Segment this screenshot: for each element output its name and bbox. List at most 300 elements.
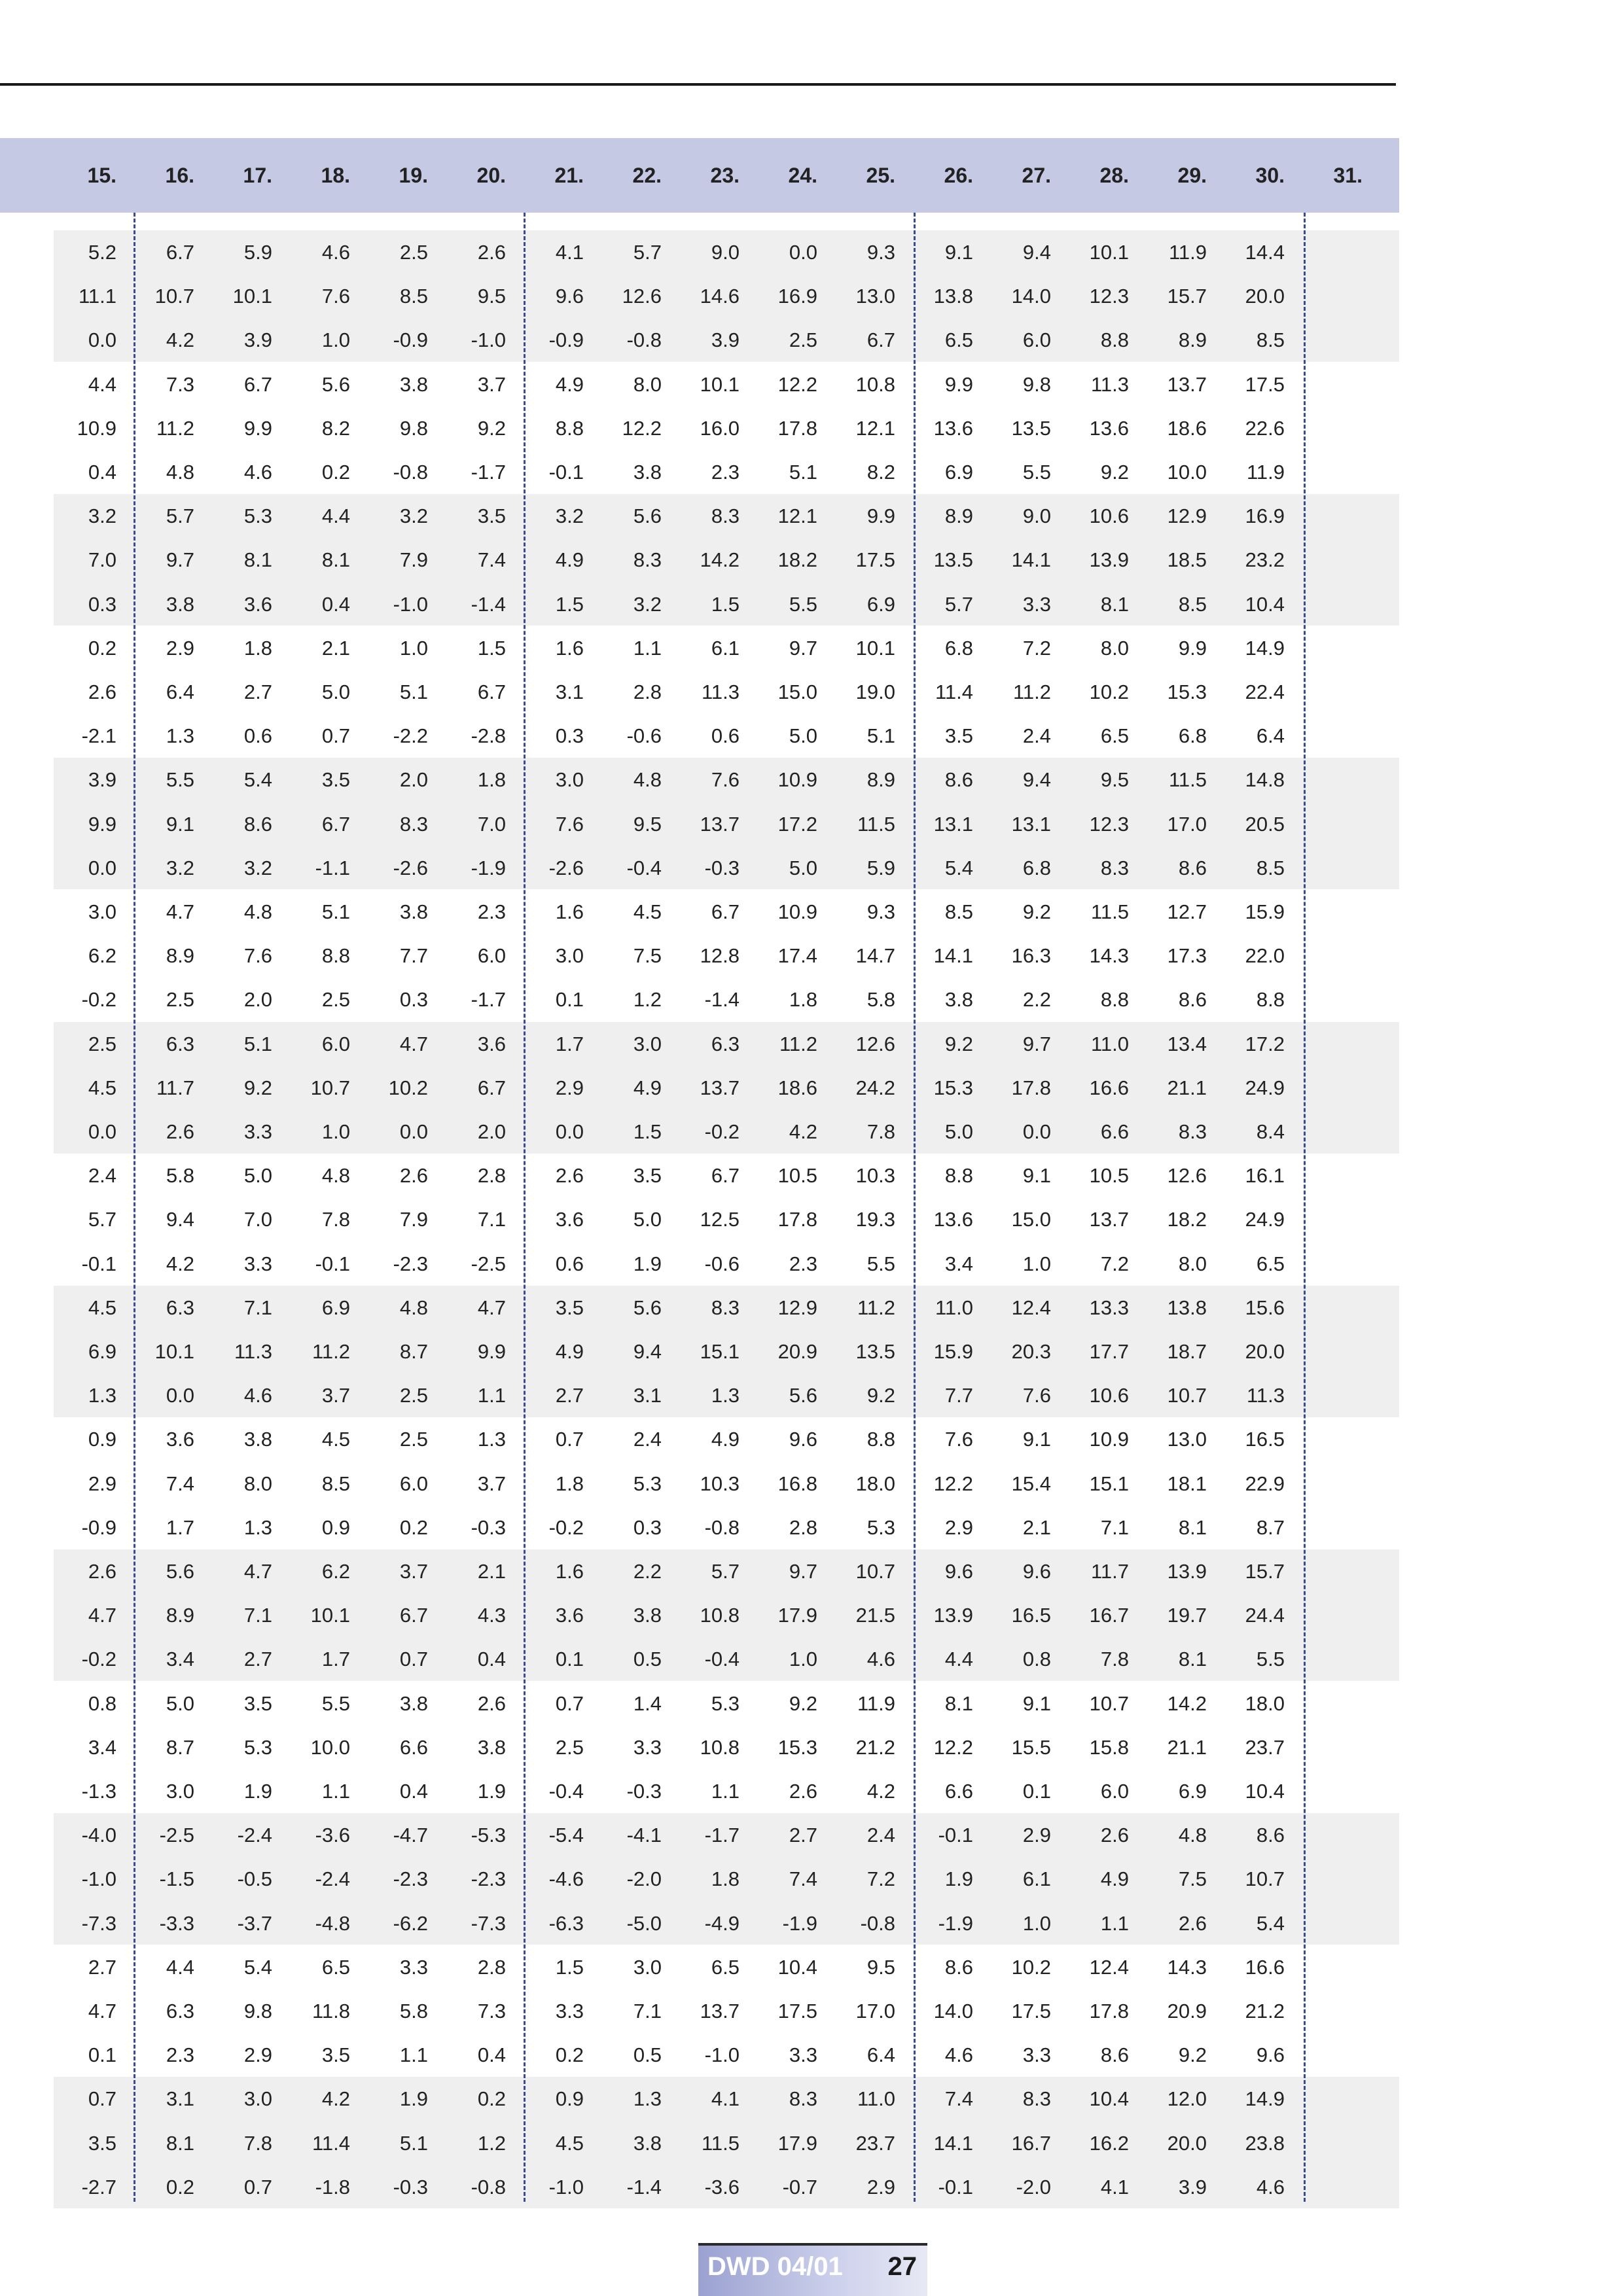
table-cell: 6.5 [1256, 1252, 1285, 1275]
column-separator [524, 213, 526, 2202]
table-cell: -0.2 [704, 1120, 740, 1143]
table-cell: 3.6 [477, 1032, 506, 1055]
table-cell: 12.2 [777, 372, 817, 396]
table-cell: 2.7 [88, 1955, 116, 1979]
table-cell: 15.7 [1167, 285, 1207, 308]
table-cell: 7.2 [866, 1867, 895, 1891]
table-cell: 10.9 [1089, 1428, 1129, 1451]
table-cell: 7.4 [944, 2087, 973, 2111]
table-cell: 3.0 [633, 1032, 662, 1055]
table-cell: 1.5 [477, 636, 506, 660]
table-cell: 4.6 [243, 461, 272, 484]
table-cell: -4.7 [393, 1824, 428, 1847]
table-cell: 11.8 [312, 2000, 350, 2022]
table-cell: -4.9 [704, 1911, 740, 1935]
table-cell: 11.1 [78, 285, 116, 308]
table-cell: 8.6 [944, 768, 973, 792]
table-cell: 21.2 [1245, 2000, 1285, 2022]
table-cell: 5.5 [321, 1691, 350, 1715]
table-cell: 2.1 [477, 1560, 506, 1583]
table-cell: 8.6 [1100, 2043, 1129, 2067]
table-cell: 10.1 [1089, 241, 1129, 264]
table-cell: -1.0 [471, 328, 506, 352]
table-cell: 2.9 [866, 2175, 895, 2199]
table-cell: 6.7 [166, 241, 194, 264]
table-cell: 8.5 [1256, 856, 1285, 879]
table-cell: 4.5 [633, 900, 662, 923]
table-cell: 4.8 [166, 461, 194, 484]
table-cell: -7.3 [81, 1911, 116, 1935]
table-cell: 11.0 [857, 2087, 895, 2111]
table-cell: -1.0 [81, 1867, 116, 1891]
table-cell: 15.8 [1089, 1735, 1129, 1759]
table-cell: 15.3 [777, 1735, 817, 1759]
table-cell: 7.7 [399, 944, 428, 968]
table-cell: 6.1 [711, 636, 740, 660]
table-cell: 4.7 [88, 1604, 116, 1627]
table-cell: 7.4 [477, 548, 506, 572]
table-cell: 5.9 [243, 241, 272, 264]
table-cell: -0.8 [393, 461, 428, 484]
table-cell: 7.3 [166, 372, 194, 396]
table-cell: -1.9 [471, 856, 506, 879]
table-cell: 12.5 [700, 1208, 740, 1231]
table-cell: -0.3 [471, 1515, 506, 1539]
table-cell: 3.8 [633, 461, 662, 484]
table-cell: 1.3 [711, 1384, 740, 1407]
table-cell: 7.0 [88, 548, 116, 572]
table-cell: -0.2 [81, 1648, 116, 1671]
table-cell: 2.6 [166, 1120, 194, 1143]
table-cell: 9.7 [789, 636, 817, 660]
table-cell: 9.5 [633, 812, 662, 836]
table-cell: 8.5 [399, 285, 428, 308]
table-cell: 3.2 [399, 504, 428, 528]
table-cell: -1.9 [938, 1911, 973, 1935]
table-cell: 0.9 [555, 2087, 584, 2111]
table-cell: 10.7 [1245, 1867, 1285, 1891]
table-cell: 3.5 [633, 1164, 662, 1188]
table-cell: 3.0 [555, 768, 584, 792]
table-cell: 14.9 [1245, 636, 1285, 660]
table-cell: 2.6 [399, 1164, 428, 1188]
table-cell: 5.7 [711, 1560, 740, 1583]
table-cell: 5.7 [166, 504, 194, 528]
table-cell: 7.2 [1100, 1252, 1129, 1275]
table-cell: 6.8 [944, 636, 973, 660]
table-cell: 8.6 [1178, 856, 1207, 879]
table-cell: 2.5 [399, 241, 428, 264]
table-cell: 4.8 [399, 1296, 428, 1319]
table-cell: 4.7 [243, 1560, 272, 1583]
table-cell: 17.8 [777, 416, 817, 440]
table-cell: -1.3 [81, 1780, 116, 1803]
table-cell: 5.1 [789, 461, 817, 484]
table-cell: 17.5 [855, 548, 895, 572]
table-cell: -2.4 [315, 1867, 350, 1891]
table-cell: 2.3 [789, 1252, 817, 1275]
table-cell: 13.6 [1089, 416, 1129, 440]
table-cell: 0.2 [477, 2087, 506, 2111]
table-cell: 12.6 [855, 1032, 895, 1055]
table-cell: 16.9 [1245, 504, 1285, 528]
table-cell: 3.0 [633, 1955, 662, 1979]
table-cell: 3.1 [166, 2087, 194, 2111]
table-cell: 3.9 [1178, 2175, 1207, 2199]
table-cell: 8.3 [1100, 856, 1129, 879]
table-cell: 4.9 [555, 1340, 584, 1363]
table-cell: 22.9 [1245, 1472, 1285, 1495]
table-cell: 0.7 [321, 724, 350, 748]
table-cell: 16.6 [1245, 1955, 1285, 1979]
table-cell: 4.5 [88, 1076, 116, 1099]
table-cell: -5.4 [548, 1824, 584, 1847]
table-cell: 15.9 [933, 1340, 973, 1363]
table-cell: 10.1 [154, 1340, 194, 1363]
table-cell: 11.2 [1012, 680, 1051, 703]
table-cell: 11.4 [935, 680, 973, 703]
table-cell: -6.3 [548, 1911, 584, 1935]
publication-code: DWD 04/01 [707, 2252, 843, 2281]
table-cell: 24.9 [1245, 1208, 1285, 1231]
table-cell: 2.6 [1100, 1824, 1129, 1847]
table-cell: 17.9 [777, 2131, 817, 2155]
table-cell: 2.5 [789, 328, 817, 352]
column-separator [914, 213, 916, 2202]
table-cell: 8.9 [166, 1604, 194, 1627]
table-cell: 17.8 [1089, 2000, 1129, 2022]
table-cell: 9.7 [789, 1560, 817, 1583]
table-cell: 6.5 [711, 1955, 740, 1979]
table-cell: 7.6 [1022, 1384, 1051, 1407]
table-cell: 12.3 [1089, 285, 1129, 308]
table-cell: 1.1 [321, 1780, 350, 1803]
table-cell: 1.9 [399, 2087, 428, 2111]
table-cell: 11.5 [1090, 900, 1129, 923]
table-cell: 0.5 [633, 1648, 662, 1671]
table-cell: -4.1 [626, 1824, 662, 1847]
table-cell: 7.1 [243, 1604, 272, 1627]
table-cell: 8.9 [866, 768, 895, 792]
table-cell: 4.7 [166, 900, 194, 923]
day-header: 24. [788, 164, 817, 187]
table-cell: 3.7 [321, 1384, 350, 1407]
table-cell: 5.1 [866, 724, 895, 748]
table-cell: 3.8 [944, 988, 973, 1012]
table-cell: 0.2 [88, 636, 116, 660]
table-cell: 20.9 [777, 1340, 817, 1363]
table-cell: -0.5 [237, 1867, 272, 1891]
table-cell: 13.8 [1167, 1296, 1207, 1319]
table-cell: 0.2 [321, 461, 350, 484]
table-cell: 16.0 [700, 416, 740, 440]
table-cell: 6.9 [944, 461, 973, 484]
table-cell: 0.8 [88, 1691, 116, 1715]
table-cell: 0.0 [789, 241, 817, 264]
table-cell: 3.4 [166, 1648, 194, 1671]
table-cell: 6.7 [399, 1604, 428, 1627]
table-cell: 10.3 [700, 1472, 740, 1495]
table-cell: 11.0 [935, 1296, 973, 1319]
table-cell: 6.5 [944, 328, 973, 352]
table-cell: 6.7 [321, 812, 350, 836]
table-cell: 1.6 [555, 1560, 584, 1583]
table-cell: 10.4 [777, 1955, 817, 1979]
table-cell: 8.0 [633, 372, 662, 396]
table-cell: -2.5 [471, 1252, 506, 1275]
table-cell: 2.8 [477, 1164, 506, 1188]
table-cell: -5.3 [471, 1824, 506, 1847]
table-cell: 13.3 [1089, 1296, 1129, 1319]
table-cell: 9.0 [1022, 504, 1051, 528]
table-cell: 8.2 [321, 416, 350, 440]
table-cell: 8.6 [1256, 1824, 1285, 1847]
table-cell: 11.2 [857, 1296, 895, 1319]
table-cell: -1.9 [782, 1911, 817, 1935]
table-cell: -0.1 [548, 461, 584, 484]
table-cell: 12.3 [1089, 812, 1129, 836]
table-cell: 9.5 [477, 285, 506, 308]
table-cell: 5.5 [1022, 461, 1051, 484]
table-cell: 10.2 [388, 1076, 428, 1099]
table-cell: 9.8 [243, 2000, 272, 2022]
table-cell: 9.1 [166, 812, 194, 836]
table-cell: 2.6 [88, 680, 116, 703]
table-cell: 9.4 [633, 1340, 662, 1363]
table-cell: 1.1 [399, 2043, 428, 2067]
table-cell: 2.5 [555, 1735, 584, 1759]
table-cell: 2.0 [399, 768, 428, 792]
table-cell: 7.8 [866, 1120, 895, 1143]
table-cell: 5.9 [866, 856, 895, 879]
table-cell: 9.9 [243, 416, 272, 440]
table-cell: 1.8 [477, 768, 506, 792]
table-cell: 8.1 [1178, 1648, 1207, 1671]
table-cell: -0.4 [548, 1780, 584, 1803]
table-cell: 2.4 [88, 1164, 116, 1188]
table-cell: 8.1 [1100, 592, 1129, 616]
table-cell: 12.4 [1089, 1955, 1129, 1979]
table-cell: 7.4 [166, 1472, 194, 1495]
table-cell: 3.6 [555, 1208, 584, 1231]
table-cell: 1.9 [633, 1252, 662, 1275]
table-cell: 2.5 [399, 1428, 428, 1451]
table-cell: 6.0 [321, 1032, 350, 1055]
table-cell: 9.2 [477, 416, 506, 440]
table-cell: 0.2 [555, 2043, 584, 2067]
table-cell: 5.0 [166, 1691, 194, 1715]
table-cell: 2.9 [243, 2043, 272, 2067]
table-cell: -0.3 [704, 856, 740, 879]
table-cell: 11.2 [312, 1340, 350, 1363]
table-cell: 2.9 [166, 636, 194, 660]
table-cell: 5.6 [633, 504, 662, 528]
table-cell: 7.3 [477, 2000, 506, 2022]
table-cell: -0.2 [548, 1515, 584, 1539]
table-cell: 4.2 [321, 2087, 350, 2111]
table-cell: -0.1 [81, 1252, 116, 1275]
table-cell: 1.2 [477, 2131, 506, 2155]
table-cell: 18.2 [777, 548, 817, 572]
table-cell: -0.3 [626, 1780, 662, 1803]
table-cell: 1.9 [243, 1780, 272, 1803]
table-cell: 3.8 [399, 900, 428, 923]
day-header: 17. [243, 164, 272, 187]
table-cell: 5.7 [633, 241, 662, 264]
table-cell: 2.6 [477, 1691, 506, 1715]
table-cell: 15.0 [1011, 1208, 1051, 1231]
table-cell: 18.2 [1167, 1208, 1207, 1231]
table-cell: 0.3 [633, 1515, 662, 1539]
table-cell: 3.3 [399, 1955, 428, 1979]
table-cell: 8.3 [711, 504, 740, 528]
table-cell: 17.3 [1167, 944, 1207, 968]
table-cell: 11.7 [1090, 1560, 1129, 1583]
table-cell: 4.5 [321, 1428, 350, 1451]
table-cell: 4.4 [88, 372, 116, 396]
table-cell: 6.8 [1178, 724, 1207, 748]
table-cell: 7.6 [321, 285, 350, 308]
table-cell: 18.6 [1167, 416, 1207, 440]
table-cell: 3.8 [633, 2131, 662, 2155]
table-cell: 5.3 [243, 1735, 272, 1759]
table-cell: 6.7 [243, 372, 272, 396]
table-cell: 2.4 [633, 1428, 662, 1451]
table-cell: 2.7 [243, 1648, 272, 1671]
table-cell: 23.7 [855, 2131, 895, 2155]
table-cell: 7.9 [399, 1208, 428, 1231]
table-cell: 5.1 [243, 1032, 272, 1055]
table-cell: 9.2 [1100, 461, 1129, 484]
table-cell: 13.6 [933, 416, 973, 440]
table-cell: 6.5 [1100, 724, 1129, 748]
table-cell: -0.8 [704, 1515, 740, 1539]
table-cell: -5.0 [626, 1911, 662, 1935]
table-cell: 1.8 [555, 1472, 584, 1495]
table-cell: 17.9 [777, 1604, 817, 1627]
table-cell: 10.7 [855, 1560, 895, 1583]
table-cell: -2.3 [471, 1867, 506, 1891]
table-cell: 8.6 [1178, 988, 1207, 1012]
table-cell: 15.0 [777, 680, 817, 703]
table-cell: 18.0 [855, 1472, 895, 1495]
table-cell: 2.9 [1022, 1824, 1051, 1847]
table-cell: 10.2 [1011, 1955, 1051, 1979]
table-cell: 3.7 [477, 1472, 506, 1495]
table-cell: 11.3 [1246, 1384, 1285, 1407]
table-cell: 10.1 [855, 636, 895, 660]
table-cell: 1.1 [477, 1384, 506, 1407]
table-cell: 17.5 [1011, 2000, 1051, 2022]
table-cell: 9.7 [1022, 1032, 1051, 1055]
table-cell: 6.3 [711, 1032, 740, 1055]
table-cell: 5.7 [88, 1208, 116, 1231]
table-cell: 3.0 [243, 2087, 272, 2111]
table-cell: 8.6 [944, 1955, 973, 1979]
table-cell: 1.3 [88, 1384, 116, 1407]
table-cell: 8.3 [789, 2087, 817, 2111]
table-cell: -0.8 [860, 1911, 895, 1935]
table-cell: 5.0 [633, 1208, 662, 1231]
table-cell: 4.2 [789, 1120, 817, 1143]
table-cell: 8.8 [1256, 988, 1285, 1012]
table-cell: -1.0 [704, 2043, 740, 2067]
table-cell: 17.0 [855, 2000, 895, 2022]
table-cell: 3.9 [711, 328, 740, 352]
table-cell: 3.3 [1022, 2043, 1051, 2067]
table-cell: 2.5 [321, 988, 350, 1012]
table-cell: 2.6 [1178, 1911, 1207, 1935]
table-cell: 5.5 [166, 768, 194, 792]
table-cell: 9.6 [789, 1428, 817, 1451]
table-cell: 0.9 [88, 1428, 116, 1451]
table-cell: 14.8 [1245, 768, 1285, 792]
table-cell: 23.2 [1245, 548, 1285, 572]
table-cell: 13.7 [700, 812, 740, 836]
column-separator [1304, 213, 1306, 2202]
table-cell: 2.5 [399, 1384, 428, 1407]
table-cell: 3.6 [243, 592, 272, 616]
table-cell: 3.3 [243, 1252, 272, 1275]
table-cell: 6.9 [1178, 1780, 1207, 1803]
table-cell: 15.6 [1245, 1296, 1285, 1319]
table-cell: 10.7 [310, 1076, 350, 1099]
table-cell: 14.0 [1011, 285, 1051, 308]
table-cell: 7.6 [711, 768, 740, 792]
table-cell: 1.9 [477, 1780, 506, 1803]
table-cell: 13.9 [933, 1604, 973, 1627]
table-cell: 16.3 [1011, 944, 1051, 968]
day-header: 27. [1022, 164, 1051, 187]
table-cell: 1.6 [555, 900, 584, 923]
table-cell: 9.3 [866, 241, 895, 264]
table-cell: 3.6 [166, 1428, 194, 1451]
table-cell: 8.9 [1178, 328, 1207, 352]
table-cell: 20.9 [1167, 2000, 1207, 2022]
table-cell: 1.0 [789, 1648, 817, 1671]
table-cell: 3.7 [477, 372, 506, 396]
table-cell: 6.7 [477, 680, 506, 703]
table-cell: 15.3 [933, 1076, 973, 1099]
table-cell: -2.8 [471, 724, 506, 748]
table-cell: 2.3 [477, 900, 506, 923]
table-cell: 10.8 [855, 372, 895, 396]
table-cell: 0.4 [399, 1780, 428, 1803]
table-cell: 13.1 [1011, 812, 1051, 836]
table-cell: 12.6 [1167, 1164, 1207, 1188]
column-separator [134, 213, 135, 2202]
table-cell: -0.3 [393, 2175, 428, 2199]
table-cell: -0.7 [782, 2175, 817, 2199]
table-cell: 11.2 [156, 416, 194, 440]
table-cell: 6.9 [866, 592, 895, 616]
table-cell: 24.9 [1245, 1076, 1285, 1099]
table-cell: 23.7 [1245, 1735, 1285, 1759]
table-cell: 4.9 [555, 548, 584, 572]
table-cell: 5.8 [399, 2000, 428, 2022]
table-cell: 5.6 [789, 1384, 817, 1407]
table-cell: 1.0 [321, 328, 350, 352]
table-cell: 1.0 [1022, 1252, 1051, 1275]
table-cell: 10.1 [310, 1604, 350, 1627]
table-cell: 5.0 [243, 1164, 272, 1188]
table-cell: 5.7 [944, 592, 973, 616]
table-cell: 3.8 [166, 592, 194, 616]
table-cell: 10.4 [1089, 2087, 1129, 2111]
table-cell: 6.4 [1256, 724, 1285, 748]
day-header: 22. [632, 164, 662, 187]
table-cell: 10.5 [1089, 1164, 1129, 1188]
